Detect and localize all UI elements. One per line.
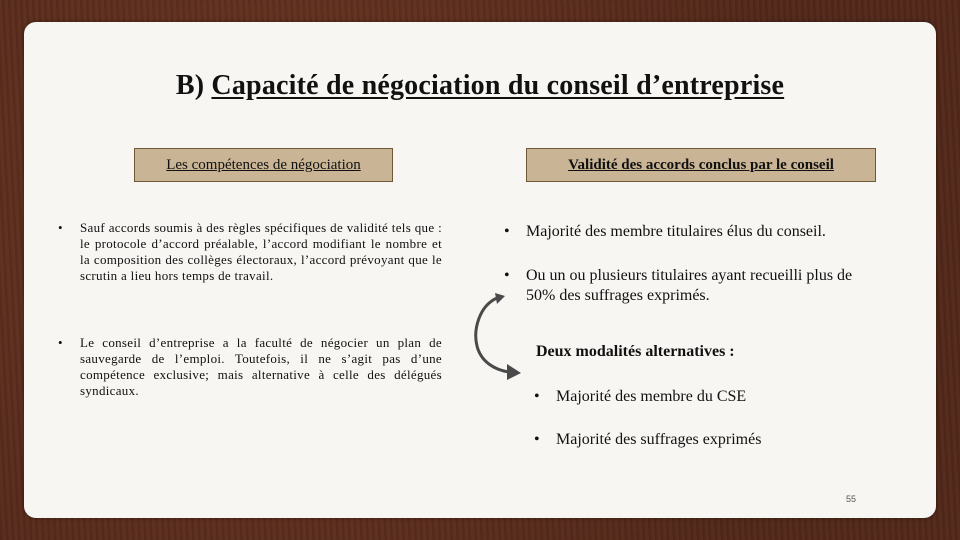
alternative-text: Majorité des membre du CSE bbox=[556, 388, 747, 405]
left-bullet-item bbox=[58, 220, 442, 284]
bullet-icon: • bbox=[58, 335, 63, 350]
slide-title bbox=[24, 70, 936, 102]
bullet-icon: • bbox=[504, 267, 510, 284]
right-bullet-text: Ou un ou plusieurs titulaires ayant recueilli plus de 50% des suffrages exprimés. bbox=[526, 267, 853, 304]
title-main: Capacité de négociation du conseil d’entreprise bbox=[211, 70, 785, 101]
alternative-item bbox=[534, 387, 874, 407]
title-prefix: B) bbox=[175, 70, 212, 101]
left-header-label: Les compétences de négociation bbox=[166, 156, 361, 173]
slide bbox=[24, 22, 936, 518]
alternative-text: Majorité des suffrages exprimés bbox=[556, 431, 762, 448]
right-header-label: Validité des accords conclus par le conseil bbox=[568, 156, 834, 173]
bullet-icon: • bbox=[534, 431, 540, 448]
left-bullet-item bbox=[58, 335, 442, 399]
bullet-icon: • bbox=[534, 388, 540, 405]
left-bullet-text: Sauf accords soumis à des règles spécifiques de validité tels que : le protocole d’accord préalable, l’accord modifiant le nombre et la composition des collèges électoraux, l’accord prévoyant que le scrutin a lieu hors temps de travail. bbox=[80, 220, 442, 283]
page-number: 55 bbox=[846, 494, 857, 504]
bullet-icon: • bbox=[504, 223, 510, 240]
bullet-icon: • bbox=[58, 220, 63, 235]
right-header-box bbox=[526, 148, 876, 182]
right-bullet-item bbox=[504, 266, 884, 306]
alternatives-heading: Deux modalités alternatives : bbox=[536, 343, 735, 360]
left-header-box bbox=[134, 148, 393, 182]
alternative-item bbox=[534, 430, 874, 450]
left-bullet-text: Le conseil d’entreprise a la faculté de négocier un plan de sauvegarde de l’emploi. Toutefois, il ne s’agit pas d’une compétence exclusive; mais alternative à celle des délégués syndicaux. bbox=[80, 335, 442, 398]
right-bullet-item bbox=[504, 222, 884, 242]
right-bullet-text: Majorité des membre titulaires élus du conseil. bbox=[526, 223, 826, 240]
